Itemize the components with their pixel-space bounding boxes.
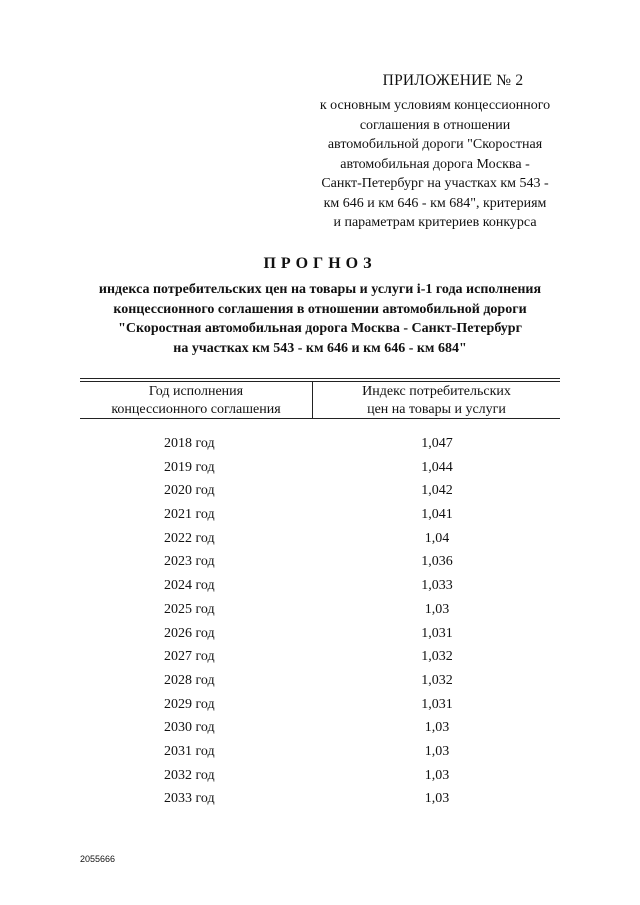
appendix-subtitle xyxy=(300,96,570,233)
year-cell: 2026 год xyxy=(164,625,215,641)
index-cell: 1,03 xyxy=(424,767,450,783)
table-row xyxy=(0,527,640,551)
year-cell: 2024 год xyxy=(164,578,215,594)
index-cell: 1,03 xyxy=(424,601,450,617)
table-row xyxy=(0,645,640,669)
table-top-rule xyxy=(80,378,560,379)
index-cell: 1,031 xyxy=(421,625,453,641)
year-cell: 2032 год xyxy=(164,767,215,783)
index-cell: 1,044 xyxy=(421,459,453,475)
forecast-title-line: концессионного соглашения в отношении автомобильной дороги xyxy=(113,301,527,317)
year-cell: 2022 год xyxy=(164,530,215,546)
table-row xyxy=(0,598,640,622)
index-cell: 1,03 xyxy=(424,791,450,807)
table-row xyxy=(0,740,640,764)
index-cell: 1,032 xyxy=(421,672,453,688)
table-row xyxy=(0,716,640,740)
year-cell: 2028 год xyxy=(164,672,215,688)
table-body xyxy=(0,432,640,811)
table-row xyxy=(0,432,640,456)
forecast-title-line: на участках км 543 - км 646 и км 646 - км 684" xyxy=(173,340,467,356)
column-header-index-line: Индекс потребительских xyxy=(362,384,511,399)
year-cell: 2023 год xyxy=(164,554,215,570)
table-row xyxy=(0,693,640,717)
appendix-line: к основным условиям концессионного xyxy=(319,98,551,113)
index-cell: 1,03 xyxy=(424,720,450,736)
appendix-line: км 646 и км 646 - км 684", критериям xyxy=(323,195,547,211)
year-cell: 2030 год xyxy=(164,720,215,736)
index-cell: 1,047 xyxy=(421,436,453,451)
year-cell: 2020 год xyxy=(164,483,215,499)
column-header-year xyxy=(80,383,312,419)
column-header-year-line: концессионного соглашения xyxy=(111,402,281,417)
year-cell: 2025 год xyxy=(164,601,215,617)
table-row xyxy=(0,550,640,574)
year-cell: 2018 год xyxy=(164,436,215,451)
appendix-title: ПРИЛОЖЕНИЕ № 2 xyxy=(382,72,524,89)
appendix-line: автомобильная дорога Москва - xyxy=(340,156,530,172)
index-cell: 1,031 xyxy=(421,696,453,712)
index-cell: 1,041 xyxy=(421,507,453,523)
index-cell: 1,042 xyxy=(421,483,453,499)
year-cell: 2021 год xyxy=(164,507,215,523)
year-cell: 2019 год xyxy=(164,459,215,475)
document-code: 2055666 xyxy=(80,854,116,864)
table-top-rule-2 xyxy=(80,381,560,382)
forecast-title xyxy=(60,280,580,358)
appendix-line: соглашения в отношении xyxy=(359,117,511,133)
table-row xyxy=(0,764,640,788)
column-header-index xyxy=(313,383,560,419)
table-row xyxy=(0,479,640,503)
index-cell: 1,033 xyxy=(421,578,453,594)
index-cell: 1,032 xyxy=(421,649,453,665)
column-header-index-line: цен на товары и услуги xyxy=(367,402,506,417)
year-cell: 2029 год xyxy=(164,696,215,712)
table-row xyxy=(0,503,640,527)
forecast-title-line: "Скоростная автомобильная дорога Москва - Санкт-Петербург xyxy=(118,321,522,336)
table-row xyxy=(0,456,640,480)
column-header-year-line: Год исполнения xyxy=(148,384,244,399)
index-cell: 1,03 xyxy=(424,743,450,759)
forecast-heading: ПРОГНОЗ xyxy=(263,255,377,272)
table-row xyxy=(0,622,640,646)
forecast-title-line: индекса потребительских цен на товары и услуги i-1 года исполнения xyxy=(98,282,542,297)
index-cell: 1,04 xyxy=(424,530,450,546)
year-cell: 2033 год xyxy=(164,791,215,807)
table-row xyxy=(0,574,640,598)
appendix-line: и параметрам критериев конкурса xyxy=(333,215,537,230)
table-row xyxy=(0,669,640,693)
index-cell: 1,036 xyxy=(421,554,453,570)
table-row xyxy=(0,787,640,811)
appendix-line: автомобильной дороги "Скоростная xyxy=(327,137,543,152)
year-cell: 2031 год xyxy=(164,743,215,759)
year-cell: 2027 год xyxy=(164,649,215,665)
appendix-line: Санкт-Петербург на участках км 543 - xyxy=(321,176,549,191)
